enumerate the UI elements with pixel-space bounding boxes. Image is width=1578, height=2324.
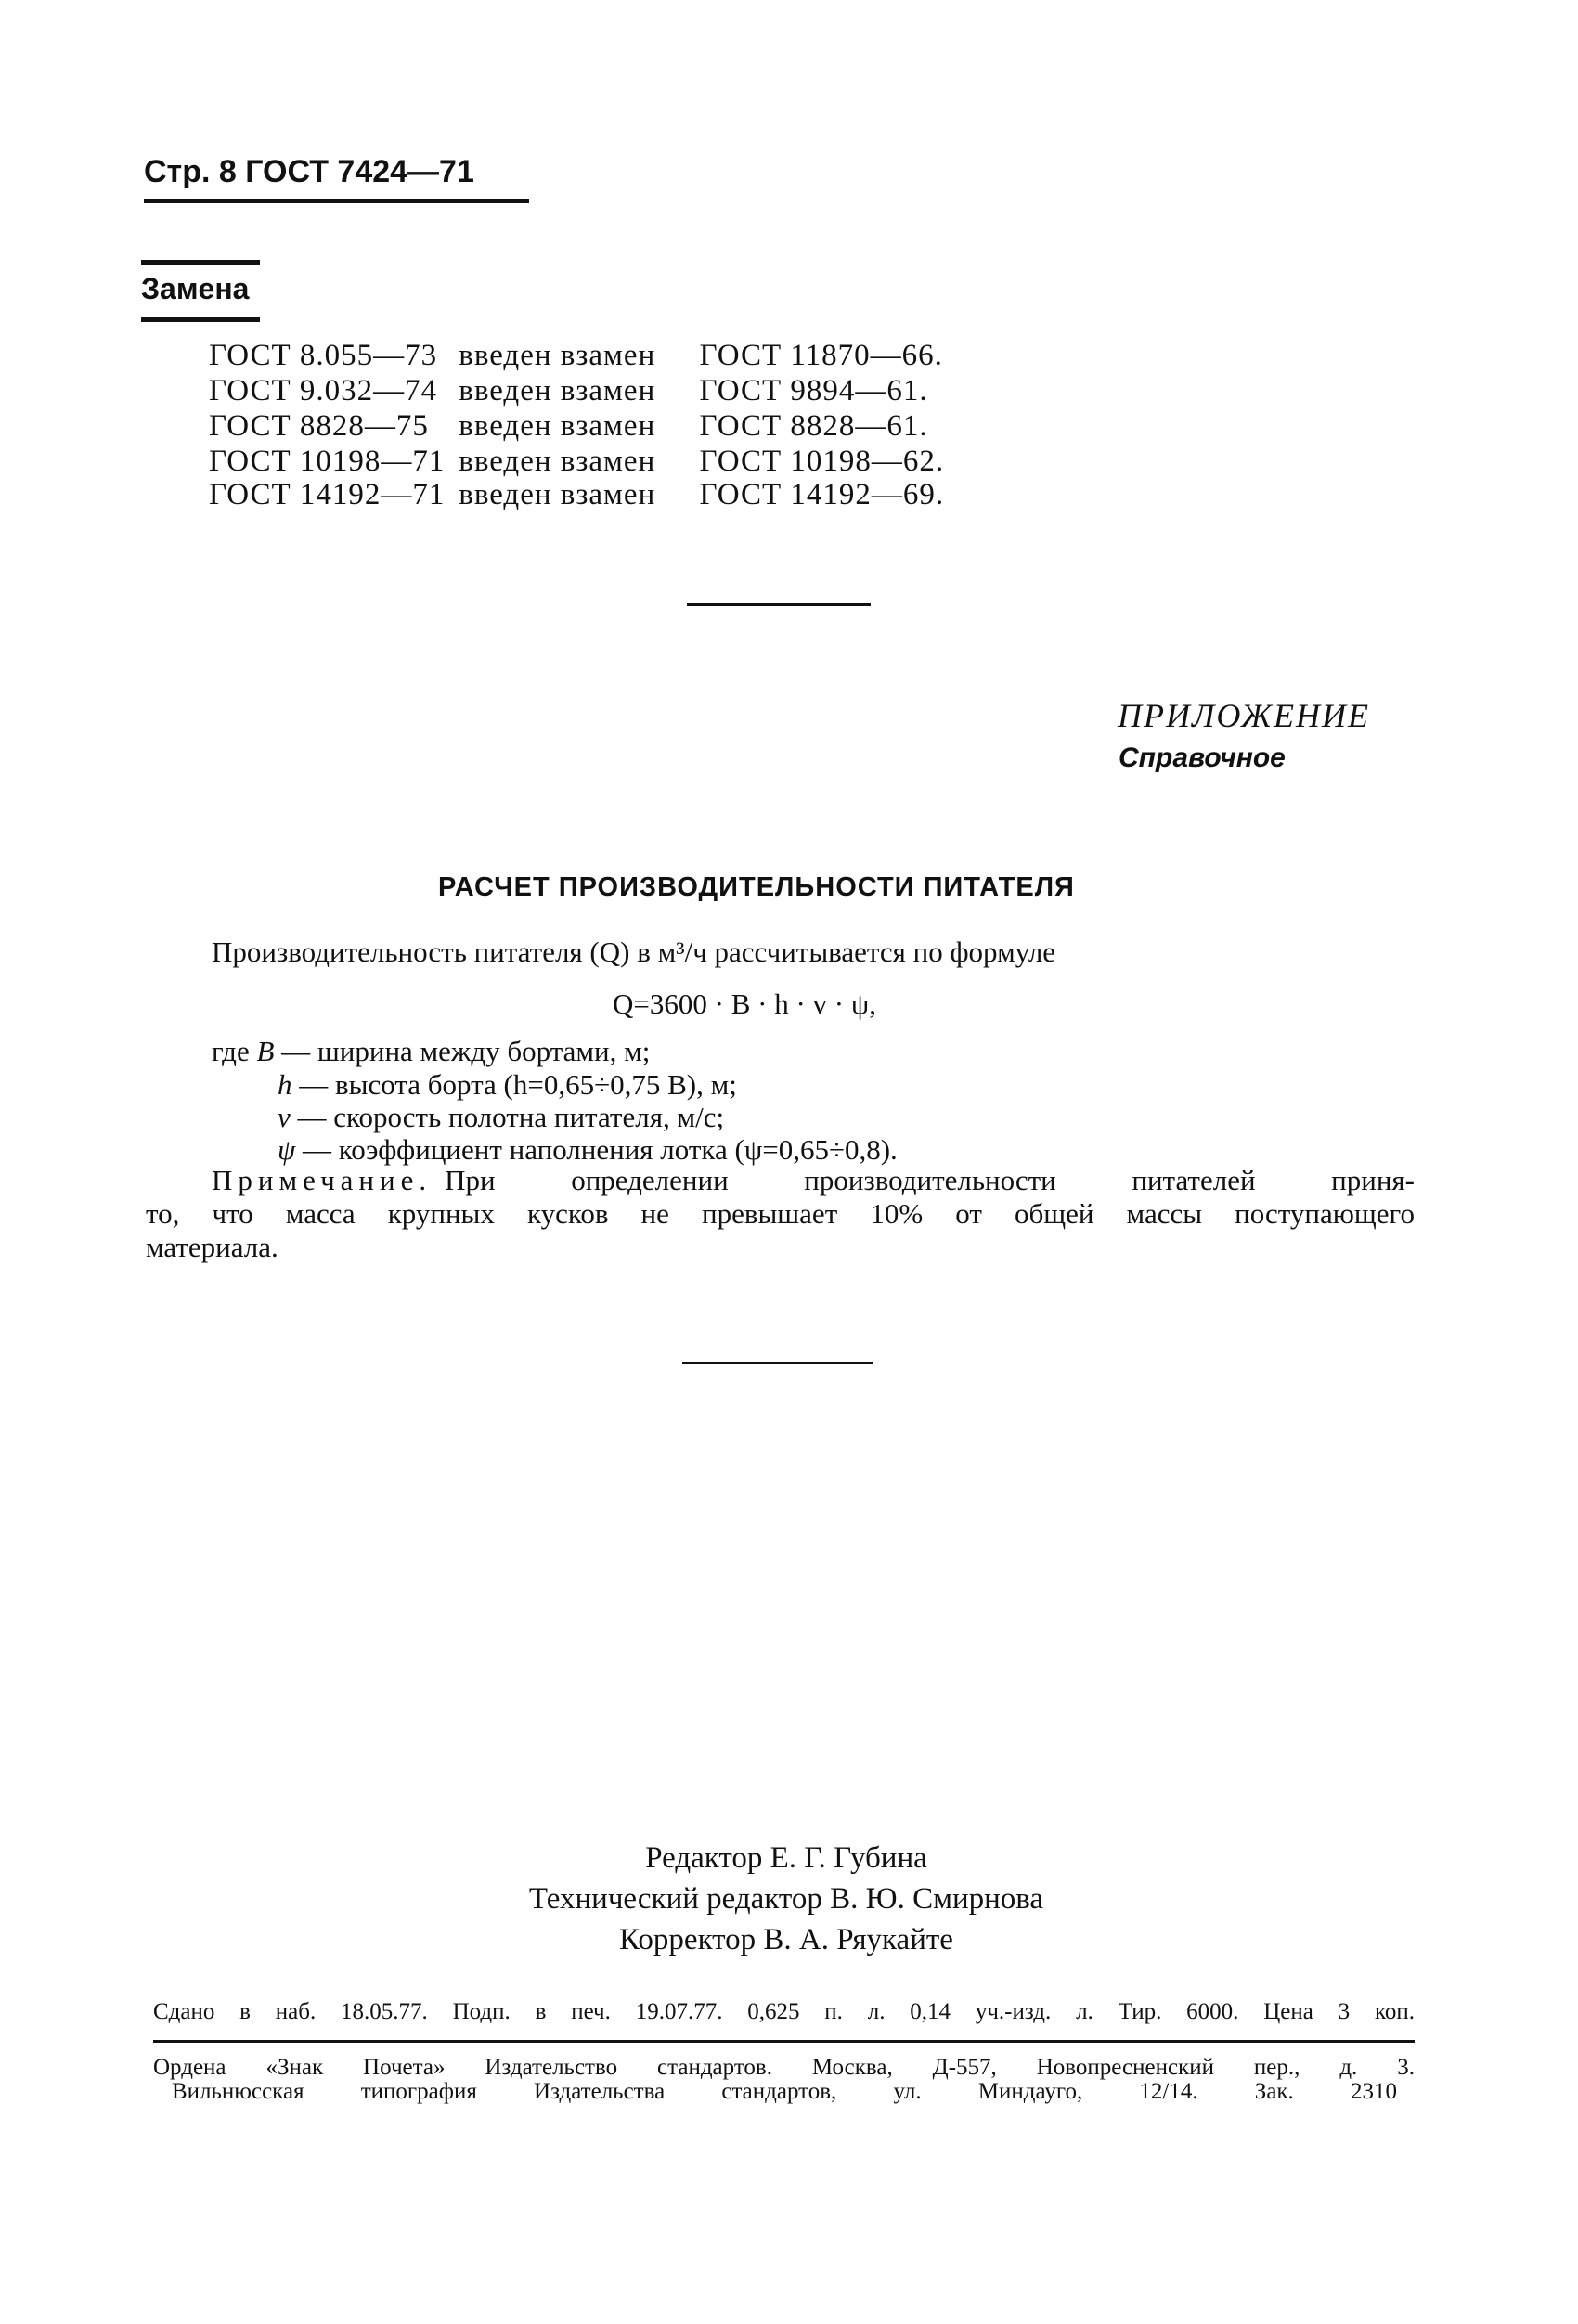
- note-line-3: материала.: [146, 1231, 278, 1263]
- note-line-1: Примечание. При определении производительности питателей приня-: [212, 1164, 1415, 1196]
- replacement-heading: Замена: [141, 272, 250, 305]
- appendix-label: ПРИЛОЖЕНИЕ: [1118, 697, 1370, 734]
- imprint-line-3: Вильнюсская типография Издательства стандартов, ул. Миндауго, 12/14. Зак. 2310: [172, 2079, 1397, 2104]
- where-item: где B — ширина между бортами, м;: [212, 1035, 651, 1067]
- imprint-line-2: Ордена «Знак Почета» Издательство стандартов. Москва, Д-557, Новопресненский пер., д. 3.: [153, 2055, 1415, 2080]
- replacement-row: ГОСТ 8.055—73 введен взамен ГОСТ 11870—66.: [209, 339, 943, 372]
- replacement-row: ГОСТ 14192—71 введен взамен ГОСТ 14192—69.: [209, 478, 945, 511]
- replacement-row: ГОСТ 10198—71 введен взамен ГОСТ 10198—62.: [209, 445, 945, 478]
- section-rule-top: [141, 260, 260, 265]
- imprint-rule: [153, 2040, 1415, 2043]
- where-item: v — скорость полотна питателя, м/с;: [278, 1101, 725, 1133]
- where-item: ψ — коэффициент наполнения лотка (ψ=0,65÷0,8).: [278, 1133, 898, 1166]
- page-header: Стр. 8 ГОСТ 7424—71: [144, 154, 474, 189]
- intro-text: Производительность питателя (Q) в м³/ч рассчитывается по формуле: [212, 936, 1056, 968]
- tech-editor-credit: Технический редактор В. Ю. Смирнова: [528, 1882, 1044, 1916]
- editor-credit: Редактор Е. Г. Губина: [645, 1841, 927, 1875]
- header-rule: [144, 199, 529, 203]
- formula: Q=3600 · B · h · v · ψ,: [613, 988, 876, 1020]
- section-rule-bottom: [141, 317, 260, 322]
- separator: [687, 603, 871, 606]
- appendix-title: РАСЧЕТ ПРОИЗВОДИТЕЛЬНОСТИ ПИТАТЕЛЯ: [438, 872, 1075, 902]
- where-item: h — высота борта (h=0,65÷0,75 B), м;: [278, 1068, 737, 1101]
- separator: [682, 1362, 873, 1364]
- appendix-sublabel: Справочное: [1119, 742, 1286, 773]
- replacement-row: ГОСТ 9.032—74 введен взамен ГОСТ 9894—61.: [209, 374, 928, 407]
- imprint-line-1: Сдано в наб. 18.05.77. Подп. в печ. 19.07.77. 0,625 п. л. 0,14 уч.-изд. л. Тир. 6000. Цена 3 коп.: [153, 1999, 1415, 2024]
- proofreader-credit: Корректор В. А. Ряукайте: [619, 1923, 953, 1956]
- note-line-2: то, что масса крупных кусков не превышает 10% от общей массы поступающего: [146, 1197, 1415, 1230]
- replacement-row: ГОСТ 8828—75 введен взамен ГОСТ 8828—61.: [209, 409, 928, 443]
